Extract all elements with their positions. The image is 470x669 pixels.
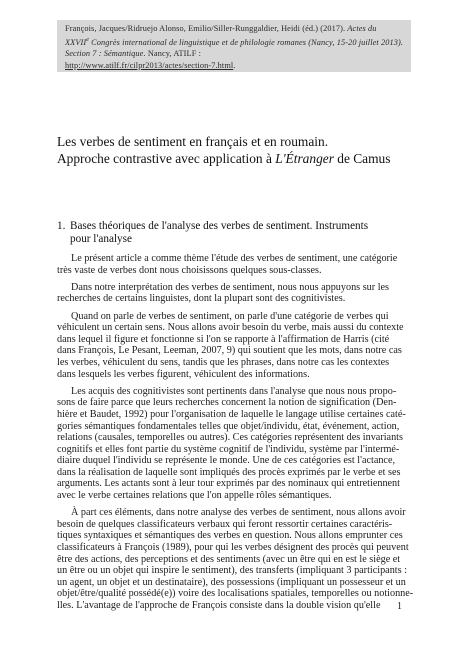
paragraph [57, 385, 406, 502]
paragraph-line: cognitifs et elles font partie du système cognitif de l'individu, système par l'intermé- [57, 443, 400, 455]
citation-box [57, 20, 411, 72]
paragraph-line: les verbes, véhiculent du sens, tandis que les phrases, dans notre cas les contextes [57, 356, 390, 368]
paragraph-line: très vaste de verbes dont nous choisissons quelques sous-classes. [57, 264, 322, 276]
paragraph-line: recherches de certains linguistes, dont la plupart sont des cognitivistes. [57, 293, 346, 305]
article-title-author: de Camus [333, 150, 391, 166]
paragraph-line: tiques syntaxiques et sémantiques des verbes en question. Nous allons emprunter ces [57, 530, 403, 542]
paragraph-line: Les acquis des cognitivistes sont pertinents dans l'analyse que nous nous propo- [71, 385, 397, 397]
paragraph-line: Dans notre interprétation des verbes de sentiment, nous nous appuyons sur les [71, 281, 390, 293]
paragraph-line: À part ces éléments, dans notre analyse des verbes de sentiment, nous allons avoir [71, 507, 406, 519]
paragraph [57, 311, 403, 381]
section-title [70, 220, 417, 247]
section-heading [57, 220, 417, 247]
citation-url-suffix: . [233, 61, 236, 71]
paragraph-line: un agent, un objet et un destinataire), des possessions (impliquant un possesseur et un [57, 576, 406, 588]
paragraph-line: Quand on parle de verbes de sentiment, on parle d'une catégorie de verbes qui [71, 310, 389, 322]
paragraph-line: classificateurs à François (1989), pour qui les verbes désignent des procès qui peuvent [57, 542, 409, 554]
citation-url-link[interactable]: http://www.atilf.fr/cilpr2013/actes/section-7.html [65, 61, 234, 71]
paragraph-line: dans lesquels les verbes figurent, véhiculent des informations. [57, 368, 310, 380]
paragraph-line: Le présent article a comme thème l'étude des verbes de sentiment, une catégorie [71, 253, 398, 264]
article-title-line-2 [57, 151, 437, 168]
paragraph-line: dans la réalisation de laquelle sont impliqués des procès exprimés par le verbe et ses [57, 466, 401, 478]
article-title-text: Approche contrastive avec application à [57, 150, 276, 166]
article-title [57, 134, 437, 167]
section-title-line-1: Bases théoriques de l'analyse des verbes de sentiment. Instruments [70, 220, 369, 232]
section-number: 1. [57, 220, 66, 232]
page-number: 1 [397, 601, 402, 612]
citation-section: Section 7 : Sémantique [65, 49, 144, 59]
citation-ordinal: XXVII [65, 37, 87, 47]
paragraph-line: véhiculent un certain sens. Nous allons avoir besoin du verbe, mais aussi du contexte [57, 322, 404, 334]
paragraph-line: gories sémantiques fondamentales telles que objet/individu, état, événement, action, [57, 420, 400, 432]
paragraph-line: un être ou un objet qui inspire le sentiment), des transferts (impliquant 3 participants : [57, 565, 407, 577]
paragraph-line: hière et Baudet, 1992) pour l'organisation de laquelle le langage utilise certaines caté- [57, 408, 406, 420]
citation-congress: Congrès international de linguistique et de philologie romanes (Nancy, 15-20 juillet 2013). [89, 37, 403, 47]
paragraph-line: avec le verbe certaines relations que l'on appelle rôles sémantiques. [57, 490, 332, 502]
paragraph-line: dans François, Le Pesant, Leeman, 2007, 9) qui soutient que les mots, dans notre cas [57, 345, 402, 357]
paragraph-line: dans lequel il figure et fonctionne si l'on se rapporte à l'affirmation de Harris (cité [57, 333, 390, 345]
citation-line-1 [65, 23, 407, 35]
article-title-line-1: Les verbes de sentiment en français et en roumain. [57, 134, 329, 149]
paragraph [57, 253, 403, 276]
citation-ordinal-suffix: e [86, 36, 89, 43]
citation-actes: Actes du [347, 24, 377, 33]
paragraph-line: arguments. Les actants sont à leur tour exprimés par des nominaux qui entretiennent [57, 478, 400, 490]
article-title-work: L'Étranger [275, 150, 334, 166]
citation-line-4 [65, 60, 407, 72]
paragraph-line: lles. L'avantage de l'approche de François consiste dans la double vision qu'elle [57, 600, 381, 611]
paragraph-line: objet/être/qualité possédé(e)) voire des localisations spatiales, temporelles ou notionne- [57, 588, 414, 600]
citation-authors: François, Jacques/Ridruejo Alonso, Emilio/Siller-Runggaldier, Heidi (éd.) (2017). [65, 24, 348, 33]
paragraph-line: diaire duquel l'individu se représente le monde. Une de ces catégories est l'actance, [57, 455, 396, 467]
paragraph-line: sons de faire parce que leurs recherches concernent la notion de signification (Den- [57, 397, 397, 409]
paragraph-line: être des actions, des perceptions et des sentiments (avec un être qui en est le siège et [57, 553, 401, 565]
citation-line-3 [65, 48, 407, 60]
citation-publisher: . Nancy, ATILF : [143, 49, 201, 59]
paragraph [57, 282, 403, 305]
citation-line-2 [65, 35, 407, 49]
body-text [57, 253, 414, 617]
section-title-line-2: pour l'analyse [70, 233, 132, 246]
paragraph-line: relations (causales, temporelles ou autres). Ces catégories représentent des invariants [57, 432, 403, 444]
paragraph [57, 507, 414, 611]
paragraph-line: besoin de quelques classificateurs verbaux qui feront ressortir certaines caractéris- [57, 518, 393, 530]
